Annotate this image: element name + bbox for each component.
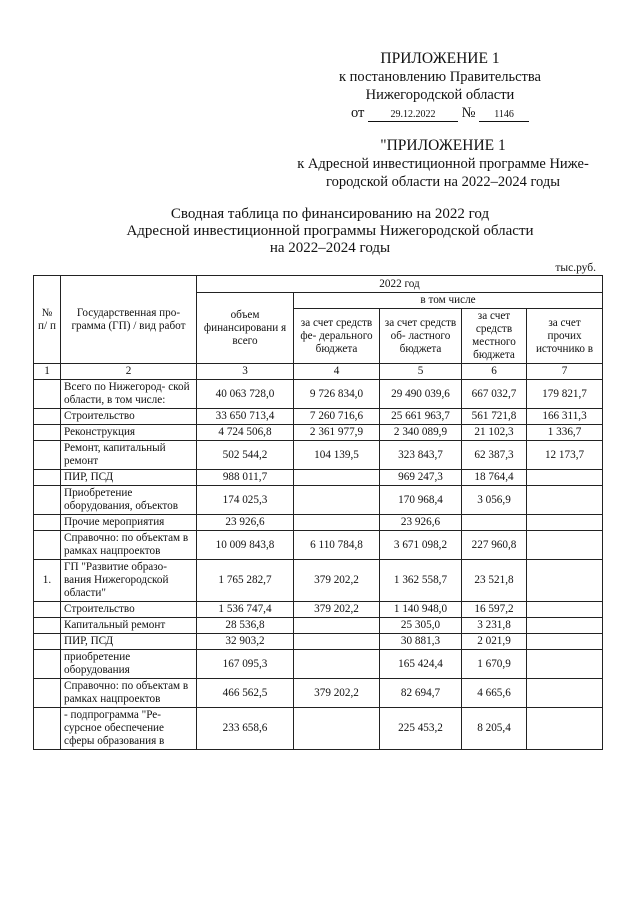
federal-amount [294,486,380,515]
local-amount: 667 032,7 [462,380,527,409]
other-amount [527,679,603,708]
other-amount [527,531,603,560]
appendix-line-1: к постановлению Правительства [339,69,541,85]
other-amount [527,470,603,486]
total-amount: 233 658,6 [197,708,294,750]
federal-amount: 2 361 977,9 [294,425,380,441]
header-row-1 [34,276,603,293]
appendix-2-header [278,137,608,191]
row-number [34,602,61,618]
row-number [34,409,61,425]
col-number: 4 [294,364,380,380]
financing-table [33,275,603,750]
row-number [34,531,61,560]
local-amount: 561 721,8 [462,409,527,425]
local-amount: 1 670,9 [462,650,527,679]
federal-amount: 7 260 716,6 [294,409,380,425]
col-number: 2 [61,364,197,380]
regional-amount: 1 362 558,7 [380,560,462,602]
row-label: Прочие мероприятия [61,515,197,531]
regional-amount: 1 140 948,0 [380,602,462,618]
federal-amount [294,708,380,750]
appendix-2-line-2: городской области на 2022–2024 годы [325,174,560,190]
row-number [34,380,61,409]
table-row [34,531,603,560]
table-row [34,560,603,602]
number-label: № [461,105,476,121]
row-number [34,708,61,750]
local-amount: 23 521,8 [462,560,527,602]
table-row [34,650,603,679]
row-number [34,634,61,650]
table-row [34,470,603,486]
row-label: Ремонт, капитальный ремонт [61,441,197,470]
col-header-federal: за счет средств фе- дерального бюджета [294,309,380,364]
title-line-1: Сводная таблица по финансированию на 2022 год [170,206,490,222]
column-number-row [34,364,603,380]
decree-number: 1146 [479,109,529,122]
row-label: ПИР, ПСД [61,470,197,486]
regional-amount: 170 968,4 [380,486,462,515]
total-amount: 502 544,2 [197,441,294,470]
col-header-other: за счет прочих источнико в [527,309,603,364]
col-number: 3 [197,364,294,380]
other-amount [527,708,603,750]
total-amount: 33 650 713,4 [197,409,294,425]
row-label: Справочно: по объектам в рамках нацпроектов [61,531,197,560]
regional-amount: 165 424,4 [380,650,462,679]
table-row [34,425,603,441]
row-number: 1. [34,560,61,602]
total-amount: 466 562,5 [197,679,294,708]
col-number: 5 [380,364,462,380]
table-row [34,679,603,708]
regional-amount: 225 453,2 [380,708,462,750]
other-amount [527,634,603,650]
appendix-2-title: "ПРИЛОЖЕНИЕ 1 [380,137,506,154]
row-number [34,650,61,679]
regional-amount: 82 694,7 [380,679,462,708]
row-label: Справочно: по объектам в рамках нацпроектов [61,679,197,708]
appendix-date-line [290,104,590,122]
federal-amount: 9 726 834,0 [294,380,380,409]
row-number [34,679,61,708]
total-amount: 32 903,2 [197,634,294,650]
federal-amount: 6 110 784,8 [294,531,380,560]
col-number: 7 [527,364,603,380]
row-label: Строительство [61,409,197,425]
row-label: ПИР, ПСД [61,634,197,650]
other-amount: 1 336,7 [527,425,603,441]
regional-amount: 25 305,0 [380,618,462,634]
appendix-header [290,50,590,122]
other-amount: 166 311,3 [527,409,603,425]
federal-amount [294,634,380,650]
row-number [34,515,61,531]
regional-amount: 23 926,6 [380,515,462,531]
local-amount: 3 056,9 [462,486,527,515]
unit-label: тыс.руб. [555,262,596,274]
total-amount: 1 536 747,4 [197,602,294,618]
total-amount: 4 724 506,8 [197,425,294,441]
other-amount [527,650,603,679]
local-amount [462,515,527,531]
federal-amount: 104 139,5 [294,441,380,470]
total-amount: 23 926,6 [197,515,294,531]
row-label: приобретение оборудования [61,650,197,679]
federal-amount: 379 202,2 [294,560,380,602]
local-amount: 18 764,4 [462,470,527,486]
from-label: от [350,105,365,121]
row-label: Реконструкция [61,425,197,441]
local-amount: 3 231,8 [462,618,527,634]
row-label: Всего по Нижегород- ской области, в том числе: [61,380,197,409]
regional-amount: 30 881,3 [380,634,462,650]
col-header-num: № п/ п [34,276,61,364]
federal-amount [294,515,380,531]
table-row [34,409,603,425]
federal-amount [294,470,380,486]
table-row [34,708,603,750]
table-row [34,486,603,515]
total-amount: 28 536,8 [197,618,294,634]
document-title [80,206,580,257]
local-amount: 21 102,3 [462,425,527,441]
table-row [34,515,603,531]
total-amount: 167 095,3 [197,650,294,679]
total-amount: 988 011,7 [197,470,294,486]
col-number: 1 [34,364,61,380]
appendix-line-2: Нижегородской области [365,87,515,103]
col-header-regional: за счет средств об- ластного бюджета [380,309,462,364]
local-amount: 16 597,2 [462,602,527,618]
other-amount: 179 821,7 [527,380,603,409]
table-row [34,618,603,634]
other-amount [527,618,603,634]
total-amount: 174 025,3 [197,486,294,515]
col-header-total: объем финансировани я всего [197,293,294,364]
col-number: 6 [462,364,527,380]
row-number [34,470,61,486]
col-header-year: 2022 год [197,276,603,293]
regional-amount: 2 340 089,9 [380,425,462,441]
row-label: - подпрограмма "Ре- сурсное обеспечение сферы образования в [61,708,197,750]
regional-amount: 3 671 098,2 [380,531,462,560]
title-line-2: Адресной инвестиционной программы Нижегородской области [126,223,534,239]
federal-amount [294,650,380,679]
appendix-2-line-1: к Адресной инвестиционной программе Ниже- [297,156,589,172]
local-amount: 227 960,8 [462,531,527,560]
col-header-program: Государственная про- грамма (ГП) / вид работ [61,276,197,364]
local-amount: 62 387,3 [462,441,527,470]
row-label: ГП "Развитие образо- вания Нижегородской области" [61,560,197,602]
local-amount: 2 021,9 [462,634,527,650]
other-amount [527,602,603,618]
title-line-3: на 2022–2024 годы [269,240,391,256]
decree-date: 29.12.2022 [368,109,458,122]
total-amount: 40 063 728,0 [197,380,294,409]
row-number [34,425,61,441]
other-amount [527,486,603,515]
table-row [34,380,603,409]
table-row [34,634,603,650]
other-amount: 12 173,7 [527,441,603,470]
appendix-title: ПРИЛОЖЕНИЕ 1 [380,50,500,67]
total-amount: 1 765 282,7 [197,560,294,602]
row-label: Строительство [61,602,197,618]
federal-amount [294,618,380,634]
row-number [34,486,61,515]
regional-amount: 25 661 963,7 [380,409,462,425]
row-number [34,618,61,634]
regional-amount: 29 490 039,6 [380,380,462,409]
regional-amount: 323 843,7 [380,441,462,470]
table-row [34,602,603,618]
local-amount: 4 665,6 [462,679,527,708]
col-header-local: за счет средств местного бюджета [462,309,527,364]
row-number [34,441,61,470]
row-label: Приобретение оборудования, объектов [61,486,197,515]
col-header-including: в том числе [294,293,603,309]
other-amount [527,560,603,602]
regional-amount: 969 247,3 [380,470,462,486]
total-amount: 10 009 843,8 [197,531,294,560]
federal-amount: 379 202,2 [294,679,380,708]
table-row [34,441,603,470]
federal-amount: 379 202,2 [294,602,380,618]
local-amount: 8 205,4 [462,708,527,750]
row-label: Капитальный ремонт [61,618,197,634]
other-amount [527,515,603,531]
